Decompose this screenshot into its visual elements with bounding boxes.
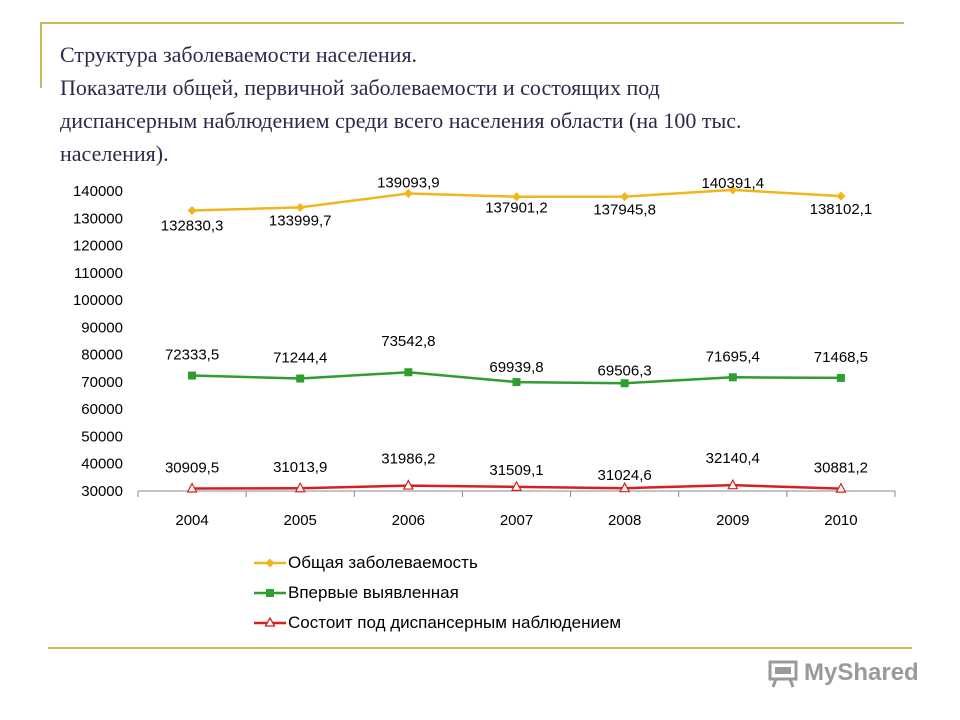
data-label: 31024,6 [597, 467, 652, 485]
y-tick-label: 60000 [81, 401, 123, 419]
x-tick-label: 2009 [716, 512, 750, 529]
chart-legend [254, 548, 621, 638]
data-label: 71468,5 [813, 348, 869, 366]
data-label: 31509,1 [489, 461, 544, 479]
title-line-2: Показатели общей, первичной заболеваемости и состоящих под [60, 75, 660, 100]
y-tick-label: 90000 [81, 319, 123, 337]
legend-item-dispensary [254, 608, 621, 638]
legend-marker-triangle-icon [254, 616, 286, 630]
y-tick-label: 70000 [81, 373, 123, 391]
data-label: 31013,9 [273, 459, 328, 477]
y-tick-label: 30000 [81, 483, 123, 500]
x-tick-label: 2005 [283, 512, 317, 529]
legend-marker-square-icon [254, 586, 286, 600]
title-line-3: диспансерным наблюдением среди всего населения области (на 100 тыс. [60, 108, 742, 133]
presentation-icon [768, 658, 798, 688]
data-label: 138102,1 [809, 201, 873, 219]
data-point-diamond [296, 203, 305, 212]
y-tick-label: 50000 [81, 428, 123, 446]
data-label: 72333,5 [164, 346, 220, 364]
data-label: 140391,4 [701, 174, 765, 192]
data-point-square [404, 368, 412, 376]
x-tick-label: 2004 [175, 512, 209, 529]
legend-label-dispensary: Состоит под диспансерным наблюдением [288, 613, 622, 632]
title-line-4: населения). [60, 141, 169, 166]
data-point-square [513, 378, 521, 386]
data-label: 71244,4 [273, 349, 328, 367]
data-label: 71695,4 [705, 348, 760, 366]
y-tick-label: 110000 [74, 264, 123, 282]
data-point-diamond [620, 192, 629, 201]
data-label: 133999,7 [268, 212, 332, 230]
x-tick-label: 2008 [607, 512, 642, 529]
data-label: 69939,8 [489, 359, 544, 377]
data-point-square [296, 375, 304, 383]
y-tick-label: 120000 [72, 237, 123, 255]
data-label: 31986,2 [381, 450, 436, 468]
data-label: 132830,3 [160, 217, 224, 235]
y-tick-label: 100000 [72, 292, 123, 310]
x-tick-label: 2010 [824, 512, 858, 529]
bottom-rule [48, 647, 912, 649]
data-label: 73542,8 [381, 333, 436, 351]
data-label: 137901,2 [485, 199, 548, 217]
data-point-diamond [836, 192, 845, 201]
legend-item-total [254, 548, 621, 578]
legend-marker-diamond-icon [254, 556, 286, 570]
y-tick-label: 130000 [72, 210, 123, 228]
data-point-square [621, 379, 629, 387]
watermark-text: MyShared [804, 659, 919, 686]
data-point-square [837, 374, 845, 382]
watermark [768, 658, 919, 688]
x-tick-label: 2006 [391, 512, 426, 529]
y-tick-label: 80000 [81, 346, 123, 364]
legend-label-total: Общая заболеваемость [288, 553, 478, 572]
data-label: 139093,9 [377, 174, 440, 192]
data-point-diamond [188, 206, 197, 215]
legend-label-primary: Впервые выявленная [288, 583, 459, 602]
y-tick-label: 40000 [81, 455, 123, 473]
data-label: 137945,8 [593, 201, 656, 219]
data-point-square [188, 372, 196, 380]
data-label: 30881,2 [813, 459, 869, 477]
data-point-square [729, 373, 737, 381]
legend-item-primary [254, 578, 621, 608]
title-line-1: Структура заболеваемости населения. [60, 42, 418, 67]
y-tick-label: 140000 [72, 183, 123, 200]
data-label: 30909,5 [164, 459, 220, 477]
data-label: 69506,3 [597, 362, 652, 380]
data-label: 32140,4 [705, 450, 760, 468]
x-tick-label: 2007 [499, 512, 534, 529]
